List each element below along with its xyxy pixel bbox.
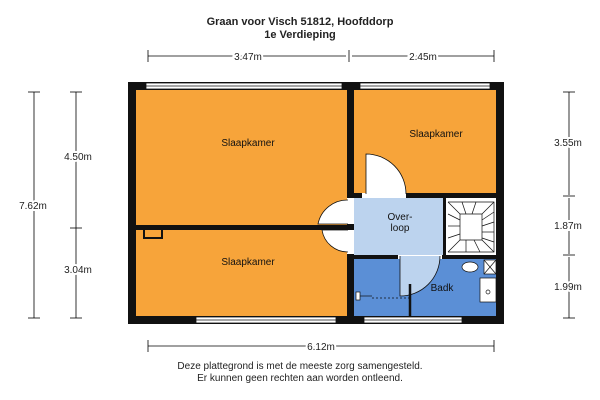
toilet-icon	[462, 262, 478, 272]
dim-right-lower-height: 1.99m	[554, 282, 582, 293]
room-bedroom-bottom-left	[134, 230, 348, 316]
dim-left-lower-height: 3.04m	[64, 265, 92, 276]
label-landing-line1: Over-	[387, 212, 413, 223]
dim-right-upper-height: 3.55m	[554, 138, 582, 149]
disclaimer	[0, 361, 600, 385]
wall-left	[128, 82, 136, 324]
disclaimer-line2: Er kunnen geen rechten aan worden ontleend.	[197, 373, 403, 384]
label-bathroom: Badk	[430, 283, 454, 294]
label-bedroom-bottom-left: Slaapkamer	[221, 257, 275, 268]
dim-top-right-width: 2.45m	[409, 52, 437, 63]
label-bedroom-top-right: Slaapkamer	[409, 129, 463, 140]
disclaimer-line1: Deze plattegrond is met de meeste zorg samengesteld.	[177, 361, 423, 372]
stairwell	[446, 198, 498, 256]
wall-stair	[443, 198, 446, 256]
dim-right-middle-height: 1.87m	[554, 221, 582, 232]
address-title: Graan voor Visch 51812, Hoofddorp	[206, 16, 394, 28]
label-bedroom-top-left: Slaapkamer	[221, 138, 275, 149]
wall-left-horizontal	[134, 225, 348, 230]
dim-left-upper-height: 4.50m	[64, 152, 92, 163]
dim-bottom-total-width: 6.12m	[307, 342, 335, 353]
room-bedroom-top-left	[134, 88, 348, 226]
label-landing-line2: loop	[390, 223, 410, 234]
wall-right	[496, 82, 504, 324]
floor-title: 1e Verdieping	[264, 29, 336, 41]
shower-icon	[356, 292, 360, 300]
dim-left-total-height: 7.62m	[19, 201, 47, 212]
dim-top-left-width: 3.47m	[234, 52, 262, 63]
